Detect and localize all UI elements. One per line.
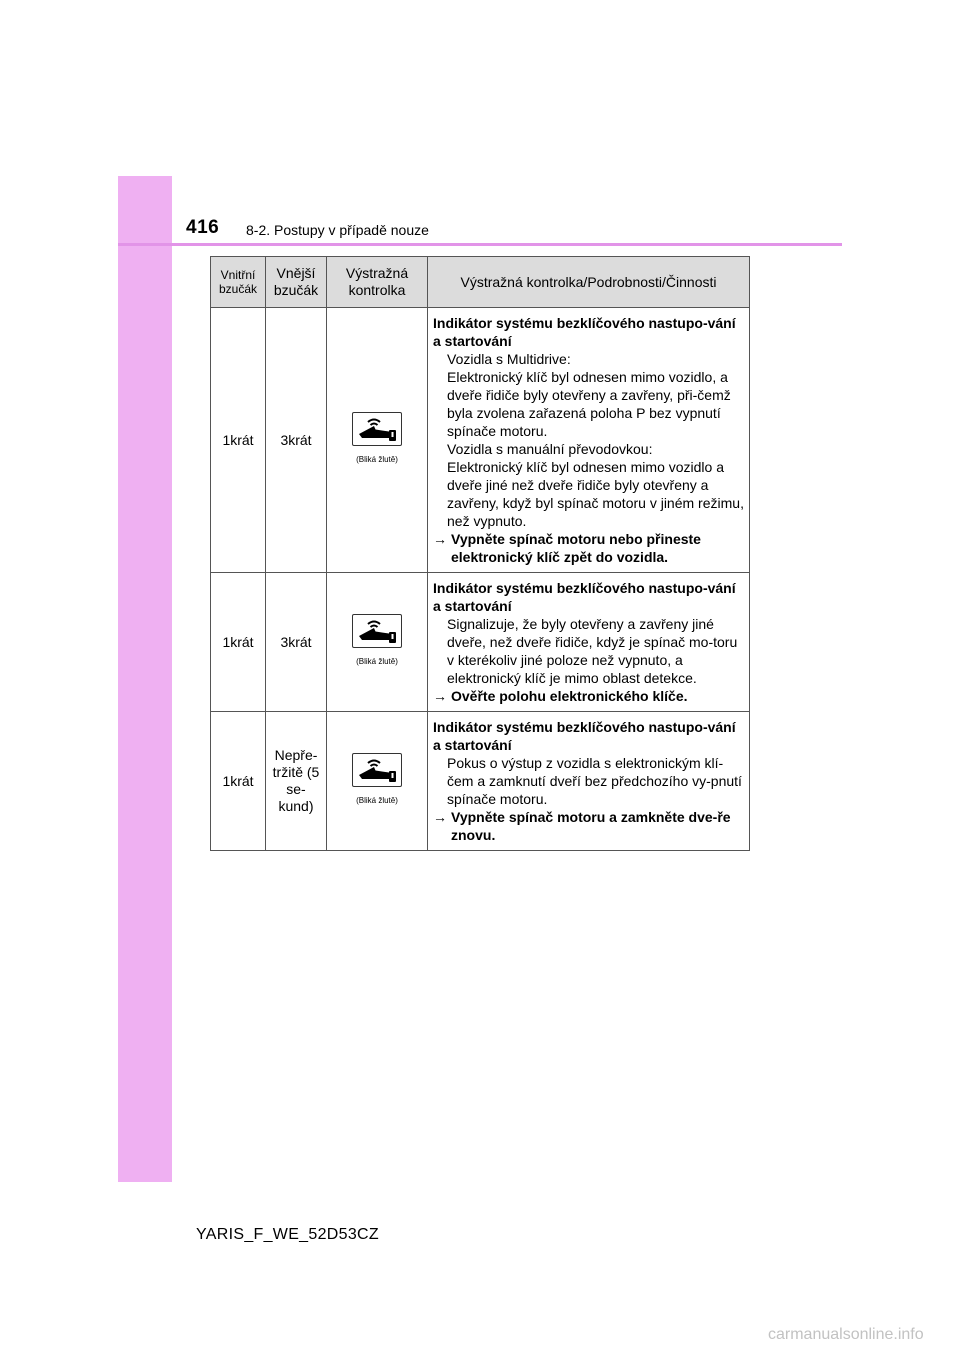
blink-note: (Bliká žlutě) <box>356 796 398 805</box>
action-line <box>433 808 746 844</box>
warning-light-cell <box>327 308 428 573</box>
action-text: Ověřte polohu elektronického klíče. <box>451 688 688 704</box>
smart-key-warning-icon <box>352 753 402 787</box>
warning-light-cell <box>327 573 428 712</box>
internal-buzzer-cell: 1krát <box>211 573 266 712</box>
detail-line: Elektronický klíč byl odnesen mimo vozidlo, a dveře řidiče byly otevřeny a zavřeny, při-čemž byla zvolena zařazená poloha P bez vypnutí spínače motoru. <box>447 369 731 439</box>
internal-buzzer-cell: 1krát <box>211 712 266 851</box>
external-buzzer-cell: 3krát <box>266 573 327 712</box>
details-cell <box>428 712 750 851</box>
document-code: YARIS_F_WE_52D53CZ <box>196 1226 379 1243</box>
blink-note: (Bliká žlutě) <box>356 657 398 666</box>
detail-line: Elektronický klíč byl odnesen mimo vozidlo a dveře jiné než dveře řidiče byly otevřeny a zavřeny, když byl spínač motoru v jiném režimu, než vypnuto. <box>447 459 744 529</box>
table-header-row <box>211 257 750 308</box>
header-rule <box>118 243 842 246</box>
page-number: 416 <box>186 217 220 238</box>
action-text: Vypněte spínač motoru nebo přineste elektronický klíč zpět do vozidla. <box>451 531 701 565</box>
table-row <box>211 573 750 712</box>
section-title: 8-2. Postupy v případě nouze <box>246 222 429 238</box>
external-buzzer-cell: 3krát <box>266 308 327 573</box>
arrow-icon: → <box>433 688 447 704</box>
external-buzzer-cell: Nepře-tržitě (5 se-kund) <box>266 712 327 851</box>
action-text: Vypněte spínač motoru a zamkněte dve-ře znovu. <box>451 809 731 843</box>
smart-key-warning-icon <box>352 614 402 648</box>
warning-table <box>210 256 750 851</box>
indicator-title: Indikátor systému bezklíčového nastupo-vání a startování <box>433 315 736 349</box>
detail-line: Vozidla s manuální převodovkou: <box>447 441 653 457</box>
table-row <box>211 712 750 851</box>
detail-line: Signalizuje, že byly otevřeny a zavřeny jiné dveře, než dveře řidiče, když je spínač mo-toru v kterékoliv jiné poloze než vypnuto, a elektronický klíč je mimo oblast detekce. <box>447 616 738 686</box>
header-external-buzzer: Vnější bzučák <box>266 257 327 308</box>
detail-line: Vozidla s Multidrive: <box>447 351 571 367</box>
watermark: carmanualsonline.info <box>768 1326 924 1343</box>
indicator-title: Indikátor systému bezklíčového nastupo-vání a startování <box>433 719 736 753</box>
table-row <box>211 308 750 573</box>
header-warning-light: Výstražná kontrolka <box>327 257 428 308</box>
detail-line: Pokus o výstup z vozidla s elektronickým klí-čem a zamknutí dveří bez předchozího vy-pnutí spínače motoru. <box>447 755 742 807</box>
blink-note: (Bliká žlutě) <box>356 455 398 464</box>
arrow-icon: → <box>433 809 447 825</box>
warning-light-cell <box>327 712 428 851</box>
internal-buzzer-cell: 1krát <box>211 308 266 573</box>
smart-key-warning-icon <box>352 412 402 446</box>
details-cell <box>428 573 750 712</box>
side-tab-band <box>118 176 172 1182</box>
indicator-title: Indikátor systému bezklíčového nastupo-vání a startování <box>433 580 736 614</box>
action-line <box>433 530 746 566</box>
header-internal-buzzer: Vnitřní bzučák <box>211 257 266 308</box>
action-line <box>433 687 746 705</box>
details-cell <box>428 308 750 573</box>
header-details: Výstražná kontrolka/Podrobnosti/Činnosti <box>428 257 750 308</box>
arrow-icon: → <box>433 531 447 547</box>
